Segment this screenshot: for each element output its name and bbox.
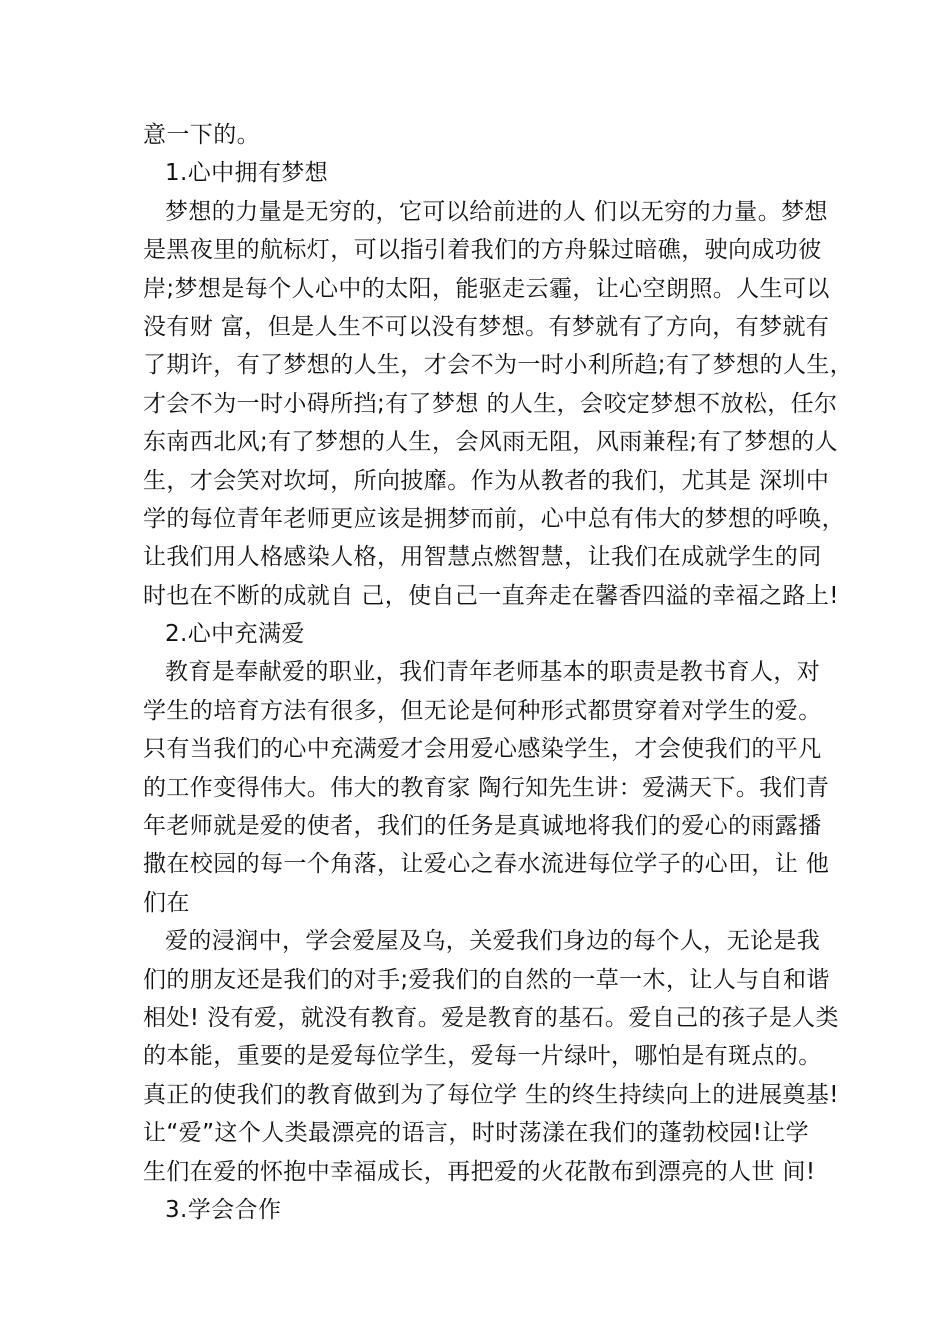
text-line: 真正的使我们的教育做到为了每位学 生的终生持续向上的进展奠基! <box>143 1081 839 1108</box>
text-line: 学生的培育方法有很多，但无论是何种形式都贯穿着对学生的爱。 <box>143 697 822 724</box>
text-line: 的工作变得伟大。伟大的教育家 陶行知先生讲：爱满天下。我们青 <box>143 774 830 801</box>
text-line: 爱的浸润中，学会爱屋及乌，关爱我们身边的每个人，无论是我 <box>165 928 821 955</box>
document-body <box>143 116 854 1229</box>
text-line: 是黑夜里的航标灯，可以指引着我们的方舟躲过暗礁，驶向成功彼 <box>143 237 822 264</box>
text-line: 教育是奉献爱的职业，我们青年老师基本的职责是教书育人，对 <box>165 659 821 686</box>
text-line: 让我们用人格感染人格，用智慧点燃智慧，让我们在成就学生的同 <box>143 544 822 571</box>
text-line: 只有当我们的心中充满爱才会用爱心感染学生，才会使我们的平凡 <box>143 736 822 763</box>
text-line: 学的每位青年老师更应该是拥梦而前，心中总有伟大的梦想的呼唤， <box>143 505 845 532</box>
text-line: 了期许，有了梦想的人生，才会不为一时小利所趋;有了梦想的人生， <box>143 352 854 379</box>
text-line: 撒在校园的每一个角落，让爱心之春水流进每位学子的心田，让 他 <box>143 851 830 878</box>
text-line: 生，才会笑对坎坷，所向披靡。作为从教者的我们，尤其是 深圳中 <box>143 467 830 494</box>
section-heading: 1.心中拥有梦想 <box>165 160 329 187</box>
text-line: 们的朋友还是我们的对手;爱我们的自然的一草一木，让人与自和谐 <box>143 966 830 993</box>
text-line: 年老师就是爱的使者，我们的任务是真诚地将我们的爱心的雨露播 <box>143 813 822 840</box>
text-line: 没有财 富，但是人生不可以没有梦想。有梦就有了方向，有梦就有 <box>143 313 830 340</box>
text-line: 时也在不断的成就自 己，使自己一直奔走在馨香四溢的幸福之路上! <box>143 582 839 609</box>
text-line: 生们在爱的怀抱中幸福成长，再把爱的火花散布到漂亮的人世 间! <box>143 1158 816 1185</box>
text-line: 们在 <box>143 889 190 916</box>
text-line: 让“爱”这个人类最漂亮的语言，时时荡漾在我们的蓬勃校园!让学 <box>143 1120 810 1147</box>
text-line: 梦想的力量是无穷的，它可以给前进的人 们以无穷的力量。梦想 <box>165 198 828 225</box>
text-line: 的本能，重要的是爱每位学生，爱每一片绿叶，哪怕是有斑点的。 <box>143 1043 822 1070</box>
section-heading: 2.心中充满爱 <box>165 621 305 648</box>
text-line: 相处! 没有爱，就没有教育。爱是教育的基石。爱自己的孩子是人类 <box>143 1004 839 1031</box>
text-line: 才会不为一时小碍所挡;有了梦想 的人生，会咬定梦想不放松，任尔 <box>143 390 838 417</box>
text-line: 意一下的。 <box>143 122 260 148</box>
section-heading: 3.学会合作 <box>165 1196 282 1223</box>
text-line: 东南西北风;有了梦想的人生，会风雨无阻，风雨兼程;有了梦想的人 <box>143 429 838 456</box>
text-line: 岸;梦想是每个人心中的太阳，能驱走云霾，让心空朗照。人生可以 <box>143 275 830 302</box>
